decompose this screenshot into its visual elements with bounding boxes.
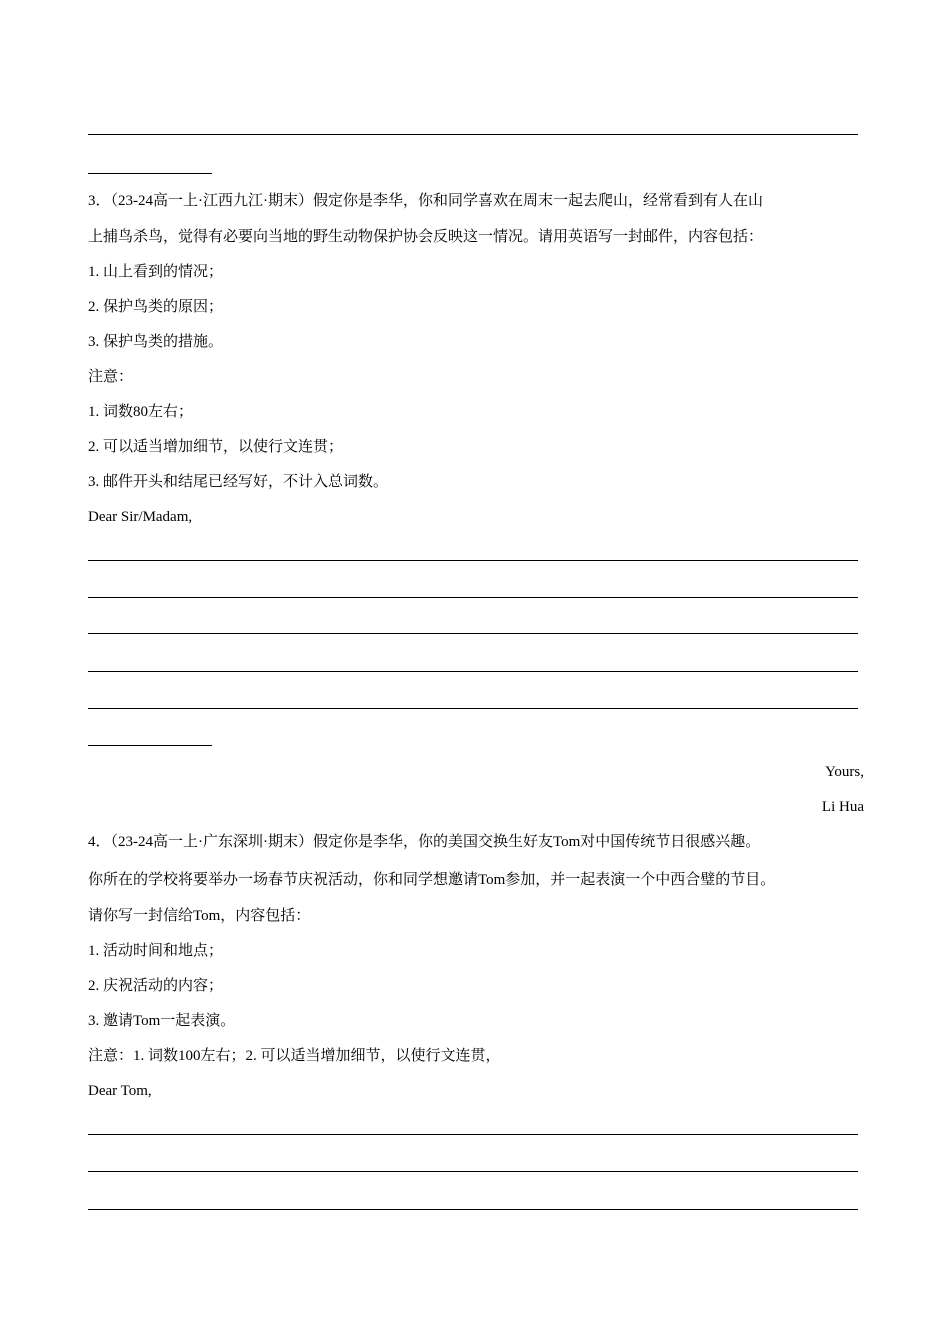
q3-note-3: 3. 邮件开头和结尾已经写好，不计入总词数。 [88,474,389,490]
q3-answer-line [88,671,858,672]
answer-line [88,134,858,135]
q3-point-3: 3. 保护鸟类的措施。 [88,334,224,350]
q4-point-2: 2. 庆祝活动的内容； [88,978,224,994]
q4-answer-line [88,1209,858,1210]
q4-notes: 注意：1. 词数100左右；2. 可以适当增加细节，以使行文连贯， [88,1048,501,1064]
q3-greeting: Dear Sir/Madam, [88,509,193,525]
q4-answer-line [88,1134,858,1135]
q3-intro-line-2: 上捕鸟杀鸟，觉得有必要向当地的野生动物保护协会反映这一情况。请用英语写一封邮件，内容包括： [88,229,764,245]
q4-intro-line-1: 4．（23-24高一上·广东深圳·期末）假定你是李华，你的美国交换生好友Tom对中国传统节日很感兴趣。 [88,834,761,850]
q3-answer-line [88,597,858,598]
q3-point-2: 2. 保护鸟类的原因； [88,299,224,315]
q3-signature: Li Hua [821,799,864,815]
q3-answer-line [88,560,858,561]
q3-answer-line-short [88,745,212,746]
q4-point-1: 1. 活动时间和地点； [88,943,224,959]
q4-intro-line-3: 请你写一封信给Tom，内容包括： [88,908,311,924]
q4-answer-line [88,1171,858,1172]
q4-point-3: 3. 邀请Tom一起表演。 [88,1013,236,1029]
q3-answer-line [88,633,858,634]
q4-greeting: Dear Tom, [88,1083,152,1099]
q3-note-1: 1. 词数80左右； [88,404,194,420]
q3-point-1: 1. 山上看到的情况； [88,264,224,280]
q3-notes-label: 注意： [88,369,134,385]
q3-note-2: 2. 可以适当增加细节，以使行文连贯； [88,439,344,455]
q4-intro-line-2: 你所在的学校将要举办一场春节庆祝活动，你和同学想邀请Tom参加，并一起表演一个中西合璧的节目。 [88,872,776,888]
q3-answer-line [88,708,858,709]
q3-closing: Yours, [825,764,864,780]
q3-intro-line-1: 3．（23-24高一上·江西九江·期末）假定你是李华，你和同学喜欢在周末一起去爬山，经常看到有人在山 [88,193,763,209]
answer-line-short [88,173,212,174]
